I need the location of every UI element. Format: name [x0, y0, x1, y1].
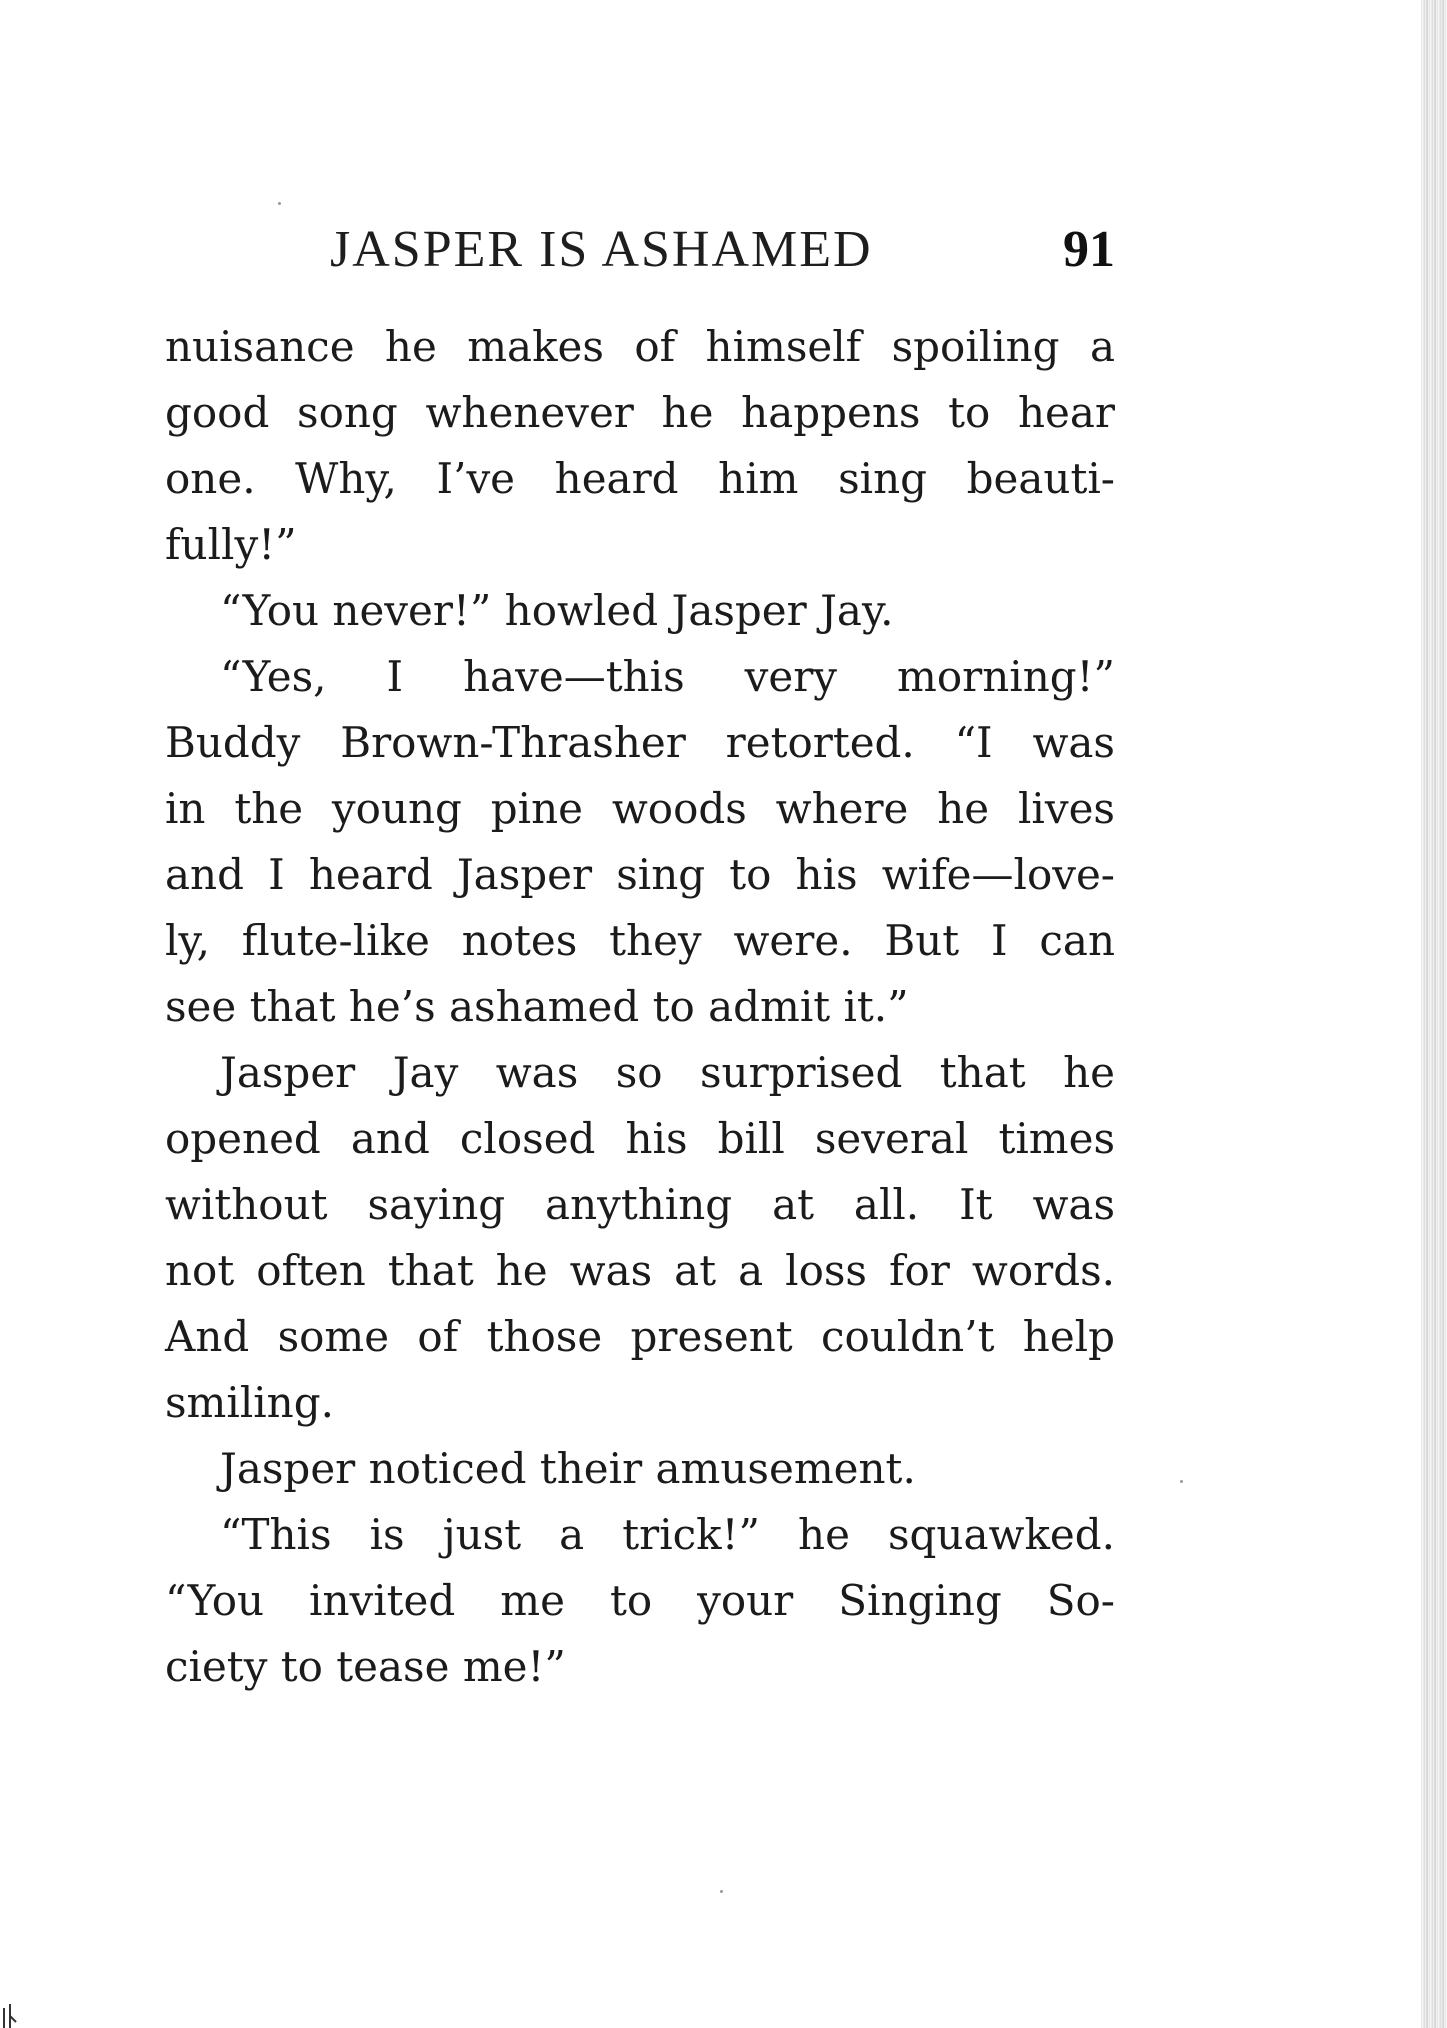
text-line: “This is just a trick!” he squawked.: [220, 1510, 1115, 1559]
text-line: see that he’s ashamed to admit it.”: [165, 982, 909, 1031]
page-header: [165, 215, 1115, 285]
binding-edge: [1421, 0, 1447, 2028]
text-line: ciety to tease me!”: [165, 1642, 566, 1691]
text-line: and I heard Jasper sing to his wife—love-: [165, 850, 1115, 899]
page-number: 91: [1063, 221, 1115, 278]
text-line: “Yes, I have—this very morning!”: [220, 652, 1115, 701]
body-text: [165, 314, 1115, 1700]
text-line: “You never!” howled Jasper Jay.: [220, 586, 894, 635]
scan-mark: [0, 1998, 22, 2028]
text-line: good song whenever he happens to hear: [165, 388, 1115, 437]
text-line: opened and closed his bill several times: [165, 1114, 1115, 1163]
text-line: ly, flute-like notes they were. But I can: [165, 916, 1115, 965]
speck: [278, 202, 281, 205]
text-line: Jasper Jay was so surprised that he: [220, 1048, 1115, 1097]
text-line: nuisance he makes of himself spoiling a: [165, 322, 1115, 371]
text-line: Buddy Brown-Thrasher retorted. “I was: [165, 718, 1115, 767]
text-line: not often that he was at a loss for words.: [165, 1246, 1115, 1295]
text-line: smiling.: [165, 1378, 334, 1427]
text-line: And some of those present couldn’t help: [165, 1312, 1115, 1361]
text-line: without saying anything at all. It was: [165, 1180, 1115, 1229]
text-line: fully!”: [165, 520, 297, 569]
speck: [720, 1890, 723, 1893]
text-line: “You invited me to your Singing So-: [165, 1576, 1115, 1625]
text-line: in the young pine woods where he lives: [165, 784, 1115, 833]
text-line: one. Why, I’ve heard him sing beauti-: [165, 454, 1115, 503]
speck: [1180, 1480, 1183, 1483]
running-head: JASPER IS ASHAMED: [330, 221, 873, 278]
text-line: Jasper noticed their amusement.: [220, 1444, 916, 1493]
